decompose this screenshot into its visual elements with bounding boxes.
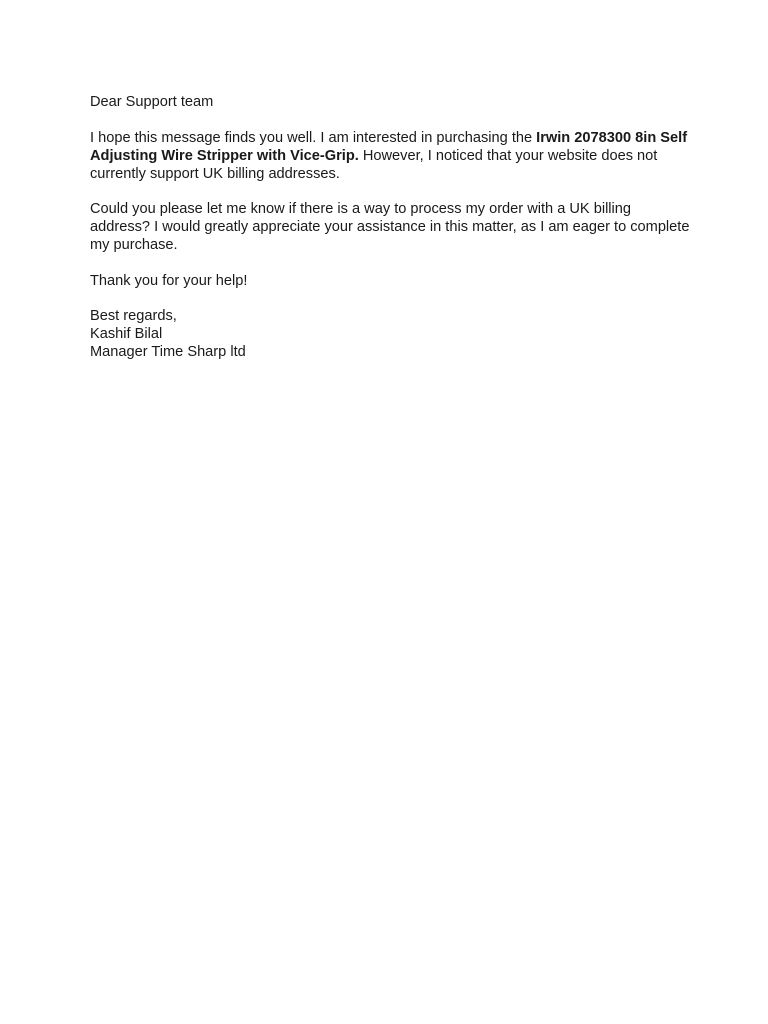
signature-block [90, 307, 690, 361]
product-name: Irwin 2078300 8in Self Adjusting Wire Stripper with Vice-Grip. [90, 129, 688, 164]
signoff: Best regards, [90, 308, 177, 324]
paragraph-product-inquiry [90, 129, 690, 183]
paragraph-billing-request: Could you please let me know if there is a way to process my order with a UK billing address? I would greatly appreciate your assistance in this matter, as I am eager to complete my purchase. [90, 201, 690, 253]
paragraph-lead: I hope this message finds you well. I am interested in purchasing the [90, 129, 537, 146]
sender-title: Manager Time Sharp ltd [90, 344, 246, 360]
sender-name: Kashif Bilal [90, 326, 163, 342]
paragraph-thanks: Thank you for your help! [90, 272, 248, 289]
paragraph-tail: However, I noticed that your website does not currently support UK billing addresses. [90, 147, 658, 182]
letter-body [90, 93, 690, 361]
greeting: Dear Support team [90, 94, 214, 110]
